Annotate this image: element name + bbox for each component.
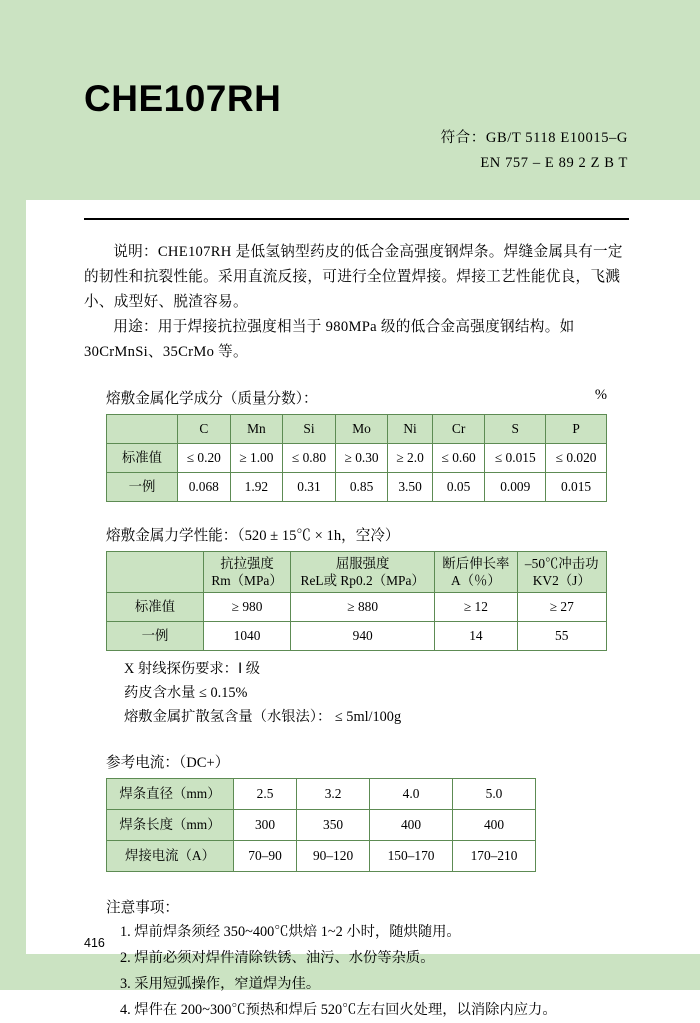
attention-item: 3. 采用短弧操作，窄道焊为佳。 xyxy=(120,976,321,992)
current-row-2-label: 焊接电流（A） xyxy=(107,841,234,872)
chem-col-6: Cr xyxy=(432,415,485,444)
mech-col-3 xyxy=(435,552,517,593)
chemical-composition-table xyxy=(106,414,607,502)
mech-col-3-line2: A（％） xyxy=(450,573,501,588)
mech-col-4-line1: –50℃冲击功 xyxy=(524,556,599,571)
table-header-row xyxy=(107,415,607,444)
chem-row-1-val-3: 0.85 xyxy=(335,473,388,502)
mech-row-1-val-1: 940 xyxy=(291,622,435,651)
chem-row-1-val-1: 1.92 xyxy=(230,473,283,502)
mech-row-1-val-2: 14 xyxy=(435,622,517,651)
current-section-title: 参考电流：（DC+） xyxy=(106,755,230,771)
mech-row-1-label: 一例 xyxy=(107,622,204,651)
mech-section-title: 熔敷金属力学性能：（520 ± 15℃ × 1h，空冷） xyxy=(106,528,400,544)
chem-col-0 xyxy=(107,415,178,444)
mech-row-0-val-3: ≥ 27 xyxy=(517,593,607,622)
current-row-0-val-1: 3.2 xyxy=(297,779,370,810)
chem-row-0-val-1: ≥ 1.00 xyxy=(230,444,283,473)
page-title: CHE107RH xyxy=(84,78,282,119)
mech-row-1-val-3: 55 xyxy=(517,622,607,651)
current-row-0-val-2: 4.0 xyxy=(370,779,453,810)
chem-row-0-val-3: ≥ 0.30 xyxy=(335,444,388,473)
attention-item: 1. 焊前焊条须经 350~400℃烘焙 1~2 小时，随烘随用。 xyxy=(120,924,461,940)
chem-row-0-val-0: ≤ 0.20 xyxy=(178,444,231,473)
chem-col-7: S xyxy=(485,415,546,444)
note-item: 熔敷金属扩散氢含量（水银法）： ≤ 5ml/100g xyxy=(124,709,402,725)
attention-list xyxy=(120,919,629,1023)
mech-col-4-line2: KV2（J） xyxy=(532,573,591,588)
chem-row-1-label: 一例 xyxy=(107,473,178,502)
table-row xyxy=(107,473,607,502)
chem-row-0-label: 标准值 xyxy=(107,444,178,473)
current-row-2-val-0: 70–90 xyxy=(234,841,297,872)
mechanical-properties-table xyxy=(106,551,607,651)
mech-row-0-val-0: ≥ 980 xyxy=(204,593,291,622)
mech-col-4 xyxy=(517,552,607,593)
header-divider xyxy=(84,218,629,220)
chem-col-8: P xyxy=(546,415,607,444)
mech-col-1-line1: 抗拉强度 xyxy=(220,556,274,571)
chem-col-2: Mn xyxy=(230,415,283,444)
chem-col-1: C xyxy=(178,415,231,444)
current-row-1-val-0: 300 xyxy=(234,810,297,841)
chem-row-1-val-4: 3.50 xyxy=(388,473,432,502)
table-row xyxy=(107,810,536,841)
current-row-1-label: 焊条长度（mm） xyxy=(107,810,234,841)
description-paragraph: 说明：CHE107RH 是低氢钠型药皮的低合金高强度钢焊条。焊缝金属具有一定的韧性和抗裂性能。采用直流反接，可进行全位置焊接。焊接工艺性能优良，飞溅小、成型好、脱渣容易。 xyxy=(84,244,623,310)
chem-row-0-val-5: ≤ 0.60 xyxy=(432,444,485,473)
chem-col-5: Ni xyxy=(388,415,432,444)
chem-col-3: Si xyxy=(283,415,336,444)
current-row-1-val-3: 400 xyxy=(453,810,536,841)
mech-col-2-line1: 屈服强度 xyxy=(335,556,390,571)
chem-row-1-val-6: 0.009 xyxy=(485,473,546,502)
chem-row-0-val-4: ≥ 2.0 xyxy=(388,444,432,473)
attention-item: 4. 焊件在 200~300℃预热和焊后 520℃左右回火处理，以消除内应力。 xyxy=(120,1002,557,1018)
note-item: 药皮含水量 ≤ 0.15% xyxy=(124,685,248,701)
mech-section-heading xyxy=(106,524,629,545)
attention-item: 2. 焊前必须对焊件清除铁锈、油污、水份等杂质。 xyxy=(120,950,435,966)
left-green-strip xyxy=(0,200,26,990)
attention-title: 注意事项： xyxy=(106,900,179,916)
mech-row-0-val-2: ≥ 12 xyxy=(435,593,517,622)
table-row xyxy=(107,593,607,622)
mech-col-0 xyxy=(107,552,204,593)
current-row-1-val-1: 350 xyxy=(297,810,370,841)
mech-col-2-line2: ReL或 Rp0.2（MPa） xyxy=(300,573,425,588)
usage-paragraph: 用途：用于焊接抗拉强度相当于 980MPa 级的低合金高强度钢结构。如 30CrMnSi、35CrMo 等。 xyxy=(84,319,575,360)
mech-col-1-line2: Rm（MPa） xyxy=(211,573,283,588)
current-row-0-val-3: 5.0 xyxy=(453,779,536,810)
current-row-2-val-3: 170–210 xyxy=(453,841,536,872)
chem-unit-label: % xyxy=(594,387,607,403)
standard-codes xyxy=(441,126,628,176)
standard-code-en: EN 757 – E 89 2 Z B T xyxy=(480,155,628,171)
note-item: X 射线探伤要求：Ⅰ 级 xyxy=(124,661,261,677)
reference-current-table xyxy=(106,778,536,872)
current-row-2-val-2: 150–170 xyxy=(370,841,453,872)
current-row-0-label: 焊条直径（mm） xyxy=(107,779,234,810)
table-row xyxy=(107,622,607,651)
additional-notes xyxy=(124,657,629,729)
mech-row-1-val-0: 1040 xyxy=(204,622,291,651)
chem-row-0-val-2: ≤ 0.80 xyxy=(283,444,336,473)
document-content xyxy=(84,240,629,1023)
mech-row-0-label: 标准值 xyxy=(107,593,204,622)
chem-row-0-val-6: ≤ 0.015 xyxy=(485,444,546,473)
chem-col-4: Mo xyxy=(335,415,388,444)
table-header-row xyxy=(107,552,607,593)
chem-section-heading xyxy=(106,387,629,408)
mech-col-3-line1: 断后伸长率 xyxy=(442,556,510,571)
mech-row-0-val-1: ≥ 880 xyxy=(291,593,435,622)
mech-col-2 xyxy=(291,552,435,593)
page-number: 416 xyxy=(84,936,105,950)
standard-code-gb: 符合：GB/T 5118 E10015–G xyxy=(440,130,628,146)
chem-row-1-val-5: 0.05 xyxy=(432,473,485,502)
table-row xyxy=(107,444,607,473)
table-row xyxy=(107,841,536,872)
chem-row-1-val-2: 0.31 xyxy=(283,473,336,502)
chem-row-1-val-0: 0.068 xyxy=(178,473,231,502)
chem-row-0-val-7: ≤ 0.020 xyxy=(546,444,607,473)
current-row-0-val-0: 2.5 xyxy=(234,779,297,810)
mech-col-1 xyxy=(204,552,291,593)
current-section-heading xyxy=(106,751,629,772)
current-row-2-val-1: 90–120 xyxy=(297,841,370,872)
chem-row-1-val-7: 0.015 xyxy=(546,473,607,502)
table-row xyxy=(107,779,536,810)
current-row-1-val-2: 400 xyxy=(370,810,453,841)
chem-section-title: 熔敷金属化学成分（质量分数）： xyxy=(106,391,318,407)
